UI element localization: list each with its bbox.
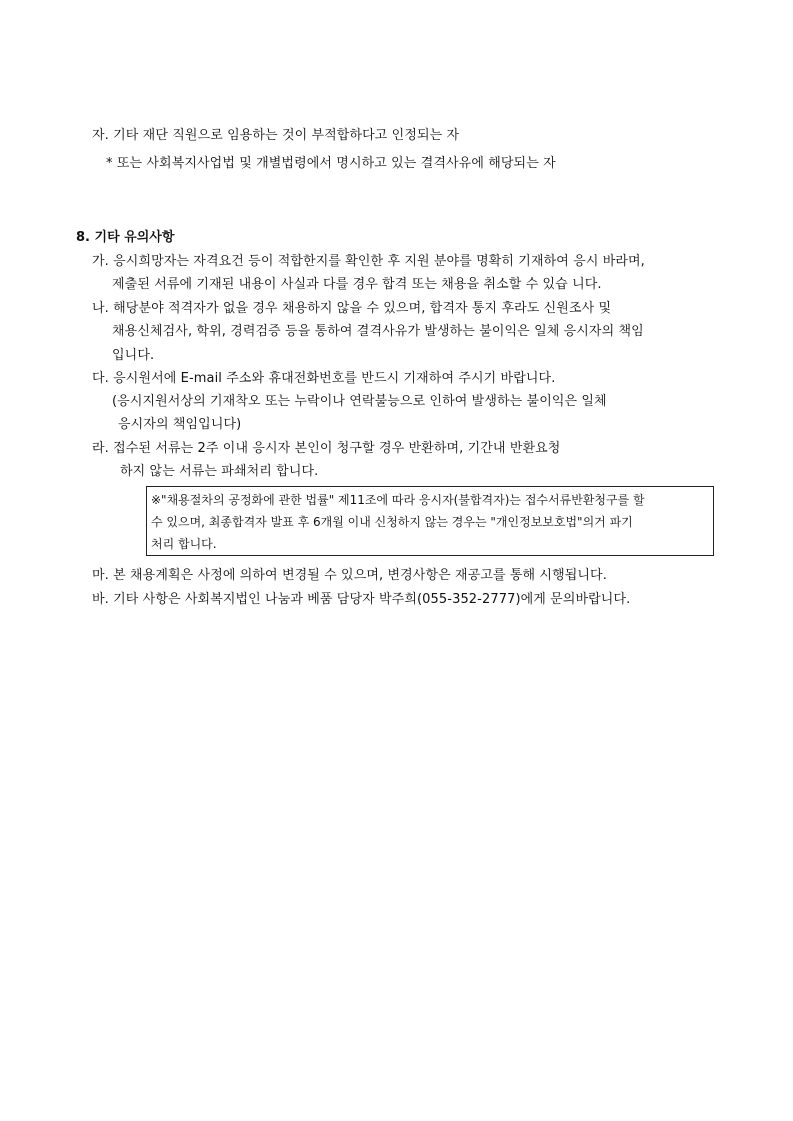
item-na-line2: 채용신체검사, 학위, 경력검증 등을 통하여 결격사유가 발생하는 불이익은 일체 응시자의 책임 — [112, 324, 644, 339]
item-da-line2: (응시지원서상의 기재착오 또는 누락이나 연락불능으로 인하여 발생하는 불이익은 일체 — [112, 394, 607, 409]
item-ba: 바. 기타 사항은 사회복지법인 나눔과 베품 담당자 박주희(055-352-2777)에게 문의바랍니다. — [92, 592, 631, 607]
notice-line1: ※"채용절차의 공정화에 관한 법률" 제11조에 따라 응시자(불합격자)는 접수서류반환청구를 할 — [151, 493, 645, 507]
item-ra-line1: 라. 접수된 서류는 2주 이내 응시자 본인이 청구할 경우 반환하며, 기간내 반환요청 — [92, 441, 561, 456]
notice-line3: 처리 합니다. — [151, 537, 217, 551]
notice-box — [146, 486, 714, 556]
item-ma: 마. 본 채용계획은 사정에 의하여 변경될 수 있으며, 변경사항은 재공고를 통해 시행됩니다. — [92, 568, 607, 583]
section-8-title: 8. 기타 유의사항 — [76, 230, 175, 245]
item-ra-line2: 하지 않는 서류는 파쇄처리 합니다. — [120, 464, 319, 479]
item-ga-line2: 제출된 서류에 기재된 내용이 사실과 다를 경우 합격 또는 채용을 취소할 수 있습 니다. — [112, 277, 602, 292]
item-da-line1: 다. 응시원서에 E-mail 주소와 휴대전화번호를 반드시 기재하여 주시기 바랍니다. — [92, 371, 556, 386]
item-na-line1: 나. 해당분야 적격자가 없을 경우 채용하지 않을 수 있으며, 합격자 통지 후라도 신원조사 및 — [92, 301, 612, 316]
note-star: * 또는 사회복지사업법 및 개별법령에서 명시하고 있는 결격사유에 해당되는 자 — [106, 156, 556, 171]
item-ga-line1: 가. 응시희망자는 자격요건 등이 적합한지를 확인한 후 지원 분야를 명확히 기재하여 응시 바라며, — [92, 254, 645, 269]
item-ja: 자. 기타 재단 직원으로 임용하는 것이 부적합하다고 인정되는 자 — [92, 128, 460, 143]
item-na-line3: 입니다. — [112, 348, 155, 363]
item-da-line3: 응시자의 책임입니다) — [118, 417, 242, 432]
notice-line2: 수 있으며, 최종합격자 발표 후 6개월 이내 신청하지 않는 경우는 "개인정보보호법"의거 파기 — [151, 515, 633, 529]
